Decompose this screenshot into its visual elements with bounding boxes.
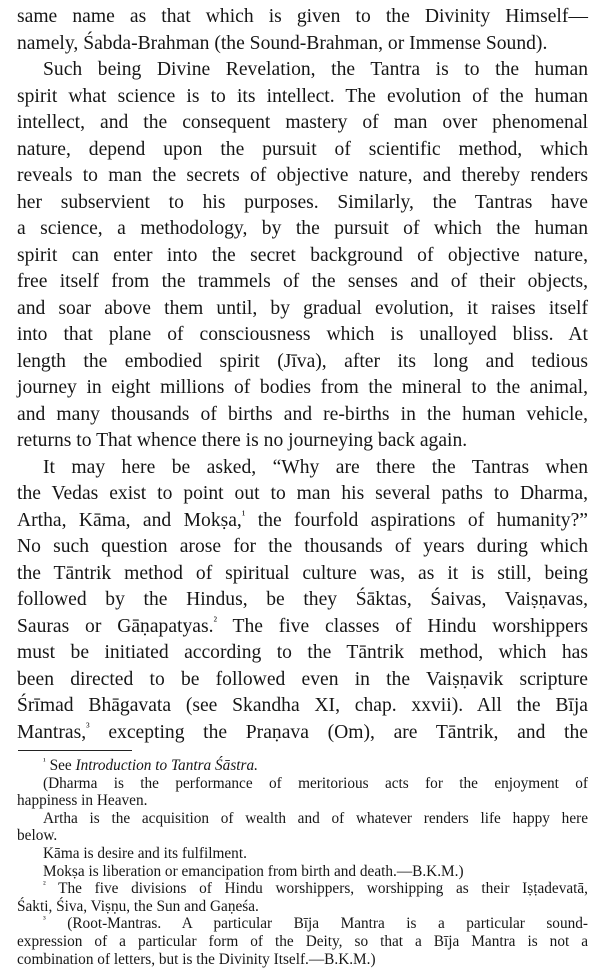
text-segment: excepting the Praṇava (Om), are Tāntrik, and the: [89, 721, 588, 743]
footnote-text: (Root-Mantras. A particular Bīja Mantra is a particular sound-: [45, 915, 588, 933]
footnote-1-artha: [17, 810, 588, 845]
text-line: length the embodied spirit (Jīva), after its long and tedious: [17, 350, 588, 372]
text-line: [17, 508, 588, 535]
footnote-ref-2[interactable]: ²: [213, 613, 218, 627]
footnote-text: The five divisions of Hindu worshippers, worshipping as their Iṣṭadevatā,: [45, 880, 588, 898]
text-line: free itself from the trammels of the senses and of their objects,: [17, 271, 588, 292]
text-segment: the fourfold aspirations of humanity?”: [245, 509, 588, 531]
paragraph-continuation: [17, 4, 588, 57]
footnote-line: [17, 915, 588, 933]
text-line: into that plane of consciousness which is unalloyed bliss. At: [17, 324, 588, 345]
footnotes: [17, 757, 588, 968]
footnote-1-dharma: [17, 775, 588, 810]
text-line: been directed to be followed even in the Vaiṣṇavik scripture: [17, 668, 588, 690]
text-line: and many thousands of births and re-births in the human vehicle,: [17, 403, 588, 425]
text-line: the Tāntrik method of spiritual culture was, as it is still, being: [17, 562, 588, 584]
text-line: namely, Śabda-Brahman (the Sound-Brahman, or Immense Sound).: [17, 32, 548, 54]
footnote-line: Śakti, Śiva, Viṣṇu, the Sun and Gaṇeśa.: [17, 897, 259, 915]
text-line: nature, depend upon the pursuit of scientific method, which: [17, 138, 588, 160]
text-line: spirit what science is to its intellect. The evolution of the human: [17, 85, 588, 107]
text-line: Śrīmad Bhāgavata (see Skandha XI, chap. xxvii). All the Bīja: [17, 695, 588, 716]
footnote-marker-2: ²: [43, 879, 46, 890]
text-line: returns to That whence there is no journeying back again.: [17, 430, 468, 451]
text-line: reveals to man the secrets of objective nature, and thereby renders: [17, 165, 588, 186]
main-text: [17, 4, 588, 746]
text-line: spirit can enter into the secret background of objective nature,: [17, 244, 588, 266]
footnote-text: See: [45, 757, 76, 774]
footnote-divider: [18, 750, 132, 751]
footnote-1-kama: Kāma is desire and its fulfilment.: [43, 844, 247, 862]
footnote-line: combination of letters, but is the Divinity Itself.—B.K.M.): [17, 950, 376, 968]
footnote-line: below.: [17, 827, 58, 845]
text-line: must be initiated according to the Tāntrik method, which has: [17, 642, 588, 663]
text-segment: Mantras,: [17, 721, 87, 743]
text-line: No such question arose for the thousands of years during which: [17, 536, 588, 557]
footnote-marker-1: ¹: [43, 755, 46, 766]
text-line: the Vedas exist to point out to man his several paths to Dharma,: [17, 483, 588, 504]
paragraph-why-tantras: [17, 455, 588, 747]
text-line: intellect, and the consequent mastery of man over phenomenal: [17, 112, 588, 133]
paragraph-tantra-science: [17, 57, 588, 455]
text-line: It may here be asked, “Why are there the Tantras when: [43, 456, 588, 478]
text-line: [17, 720, 588, 747]
text-segment: The five classes of Hindu worshippers: [217, 615, 588, 637]
text-line: and soar above them until, by gradual evolution, it raises itself: [17, 297, 588, 319]
footnote-line: [17, 880, 588, 898]
footnote-1-moksa: Mokṣa is liberation or emancipation from birth and death.—B.K.M.): [43, 862, 464, 880]
footnote-ref-1[interactable]: ¹: [241, 507, 246, 521]
footnote-line: expression of a particular form of the Deity, so that a Bīja Mantra is not a: [17, 932, 588, 950]
footnote-3: [17, 915, 588, 968]
footnote-line: happiness in Heaven.: [17, 792, 148, 810]
footnote-line: (Dharma is the performance of meritorious acts for the enjoyment of: [43, 774, 588, 792]
text-line: same name as that which is given to the Divinity Himself—: [17, 6, 588, 27]
footnote-book-title: Introduction to Tantra Śāstra.: [75, 757, 258, 774]
footnote-1: [17, 757, 588, 775]
text-line: journey in eight millions of bodies from the mineral to the animal,: [17, 377, 588, 398]
footnote-marker-3: ³: [43, 914, 46, 925]
footnote-ref-3[interactable]: ³: [86, 719, 90, 733]
text-line: Such being Divine Revelation, the Tantra is to the human: [43, 59, 588, 80]
text-segment: Artha, Kāma, and Mokṣa,: [17, 509, 242, 531]
text-line: followed by the Hindus, be they Śāktas, Śaivas, Vaiṣṇavas,: [17, 589, 588, 610]
footnote-line: Artha is the acquisition of wealth and of whatever renders life happy here: [43, 809, 588, 827]
text-line: a science, a methodology, by the pursuit of which the human: [17, 218, 588, 239]
text-line: her subservient to his purposes. Similarly, the Tantras have: [17, 191, 588, 213]
text-segment: Sauras or Gāṇapatyas.: [17, 615, 214, 637]
text-line: [17, 614, 588, 641]
footnote-2: [17, 880, 588, 915]
